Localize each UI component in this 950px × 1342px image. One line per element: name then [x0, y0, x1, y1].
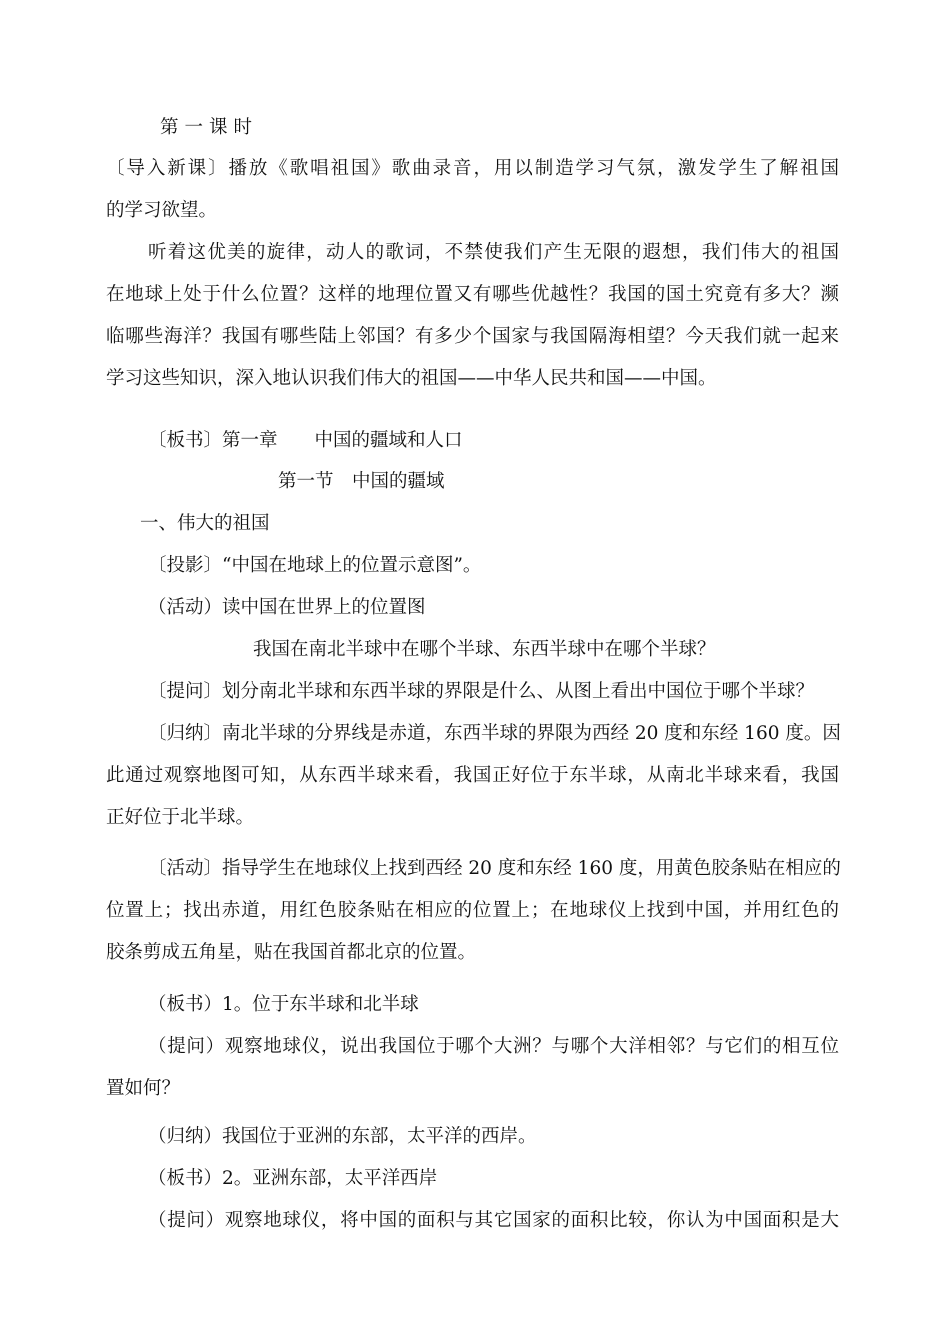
paragraph-line: （归纳）我国位于亚洲的东部，太平洋的西岸。 — [148, 1126, 537, 1147]
paragraph-line: （提问）观察地球仪，说出我国位于哪个大洲？与哪个大洋相邻？与它们的相互位 — [148, 1036, 839, 1057]
paragraph-line: （活动）读中国在世界上的位置图 — [148, 597, 426, 618]
paragraph-line: 胶条剪成五角星，贴在我国首都北京的位置。 — [106, 942, 477, 963]
paragraph-line: （提问）观察地球仪，将中国的面积与其它国家的面积比较，你认为中国面积是大 — [148, 1210, 839, 1231]
paragraph-line: 〔活动〕指导学生在地球仪上找到西经 20 度和东经 160 度，用黄色胶条贴在相应的 — [148, 858, 841, 879]
paragraph-line: 〔提问〕划分南北半球和东西半球的界限是什么、从图上看出中国位于哪个半球？ — [148, 681, 815, 702]
paragraph-line: 此通过观察地图可知，从东西半球来看，我国正好位于东半球，从南北半球来看，我国 — [106, 765, 839, 786]
paragraph-line: 〔投影〕“中国在地球上的位置示意图”。 — [148, 555, 482, 576]
paragraph-line: （板书）1。位于东半球和北半球 — [148, 994, 419, 1015]
paragraph-line: 听着这优美的旋律，动人的歌词，不禁使我们产生无限的遐想，我们伟大的祖国 — [148, 242, 839, 263]
paragraph-line: 置如何？ — [106, 1078, 181, 1099]
paragraph-line: 位置上；找出赤道，用红色胶条贴在相应的位置上；在地球仪上找到中国，并用红色的 — [106, 900, 839, 921]
paragraph-line: 〔导入新课〕播放《歌唱祖国》歌曲录音，用以制造学习气氛，激发学生了解祖国 — [106, 158, 839, 179]
paragraph-line: （板书）2。亚洲东部，太平洋西岸 — [148, 1168, 438, 1189]
paragraph-line: 学习这些知识，深入地认识我们伟大的祖国——中华人民共和国——中国。 — [106, 368, 717, 389]
question-line: 我国在南北半球中在哪个半球、东西半球中在哪个半球？ — [253, 639, 716, 660]
section-heading: 第一课时 — [160, 117, 259, 138]
paragraph-line: 在地球上处于什么位置？这样的地理位置又有哪些优越性？我国的国土究竟有多大？濒 — [106, 284, 839, 305]
blackboard-subtitle: 第一节 中国的疆域 — [278, 471, 445, 492]
paragraph-line: 临哪些海洋？我国有哪些陆上邻国？有多少个国家与我国隔海相望？今天我们就一起来 — [106, 326, 839, 347]
blackboard-title: 〔板书〕第一章 中国的疆域和人口 — [148, 430, 463, 451]
paragraph-line: 正好位于北半球。 — [106, 807, 255, 828]
outline-heading: 一、伟大的祖国 — [140, 513, 270, 534]
paragraph-line: 的学习欲望。 — [106, 200, 218, 221]
paragraph-line: 〔归纳〕南北半球的分界线是赤道，东西半球的界限为西经 20 度和东经 160 度。因 — [148, 723, 841, 744]
